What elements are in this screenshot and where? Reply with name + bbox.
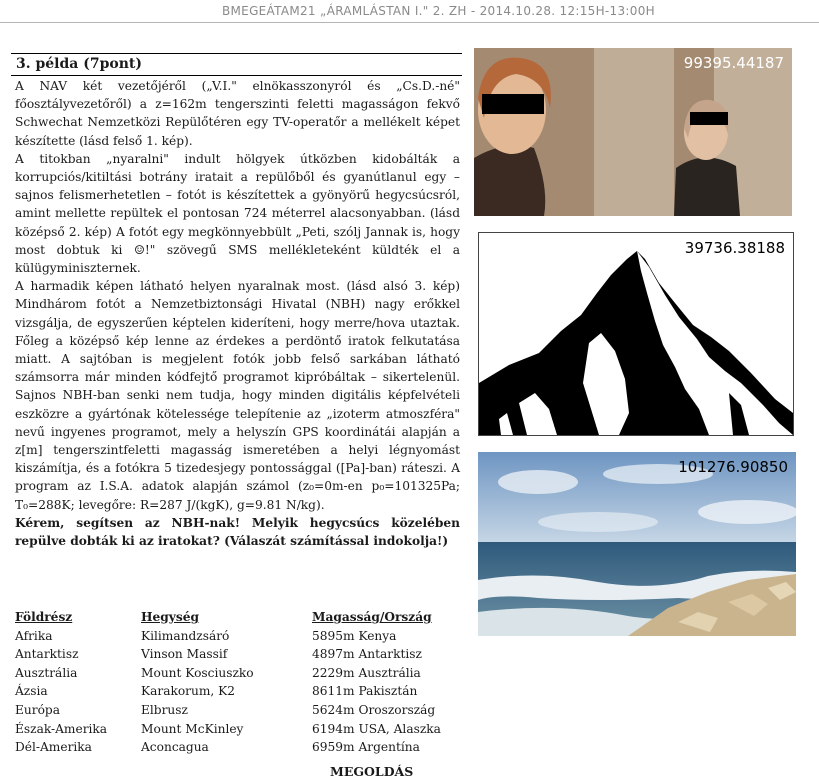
- header-divider: [0, 22, 819, 23]
- cell-height: 6194m USA, Alaszka: [312, 721, 441, 736]
- cell-continent: Ázsia: [15, 684, 48, 699]
- mountain-table: [15, 608, 472, 757]
- col-header-height-country: Magasság/Ország: [312, 610, 432, 624]
- cell-continent: Antarktisz: [15, 647, 79, 662]
- cell-height: 6959m Argentína: [312, 740, 420, 755]
- paragraph-1: A NAV két vezetőjéről („V.I." elnökasszonyról és „Cs.D.-né" főosztályvezetőről) a z=162m tengerszinti feletti magasságon fekvő Schwechat Nemzetközi Repülőtéren egy TV-operatőr a mellékelt képet készítette (lásd felső 1. kép).: [15, 79, 460, 148]
- cell-mountain: Mount McKinley: [141, 721, 244, 736]
- table-row: [15, 682, 472, 701]
- problem-text: [15, 77, 460, 550]
- table-row: [15, 664, 472, 683]
- cell-height: 5624m Oroszország: [312, 702, 436, 717]
- airport-photo-image: [474, 48, 792, 216]
- cell-continent: Európa: [15, 702, 60, 717]
- photo-1-pressure-label: 99395.44187: [683, 54, 784, 72]
- cell-mountain: Karakorum, K2: [141, 684, 236, 699]
- cell-continent: Ausztrália: [15, 665, 78, 680]
- question: Kérem, segítsen az NBH-nak! Melyik hegycsúcs közelében repülve dobták ki az iratokat? (Válaszát számítással indokolja!): [15, 515, 460, 549]
- table-row: [15, 645, 472, 664]
- beach-photo: [478, 452, 796, 636]
- cell-height: 8611m Pakisztán: [312, 684, 418, 699]
- beach-image: [478, 452, 796, 636]
- mountain-photo: [478, 232, 794, 436]
- photo-3-pressure-label: 101276.90850: [678, 458, 788, 476]
- cell-continent: Dél-Amerika: [15, 740, 92, 755]
- cell-height: 2229m Ausztrália: [312, 665, 421, 680]
- table-row: [15, 738, 472, 757]
- cell-continent: Észak-Amerika: [15, 721, 108, 736]
- paragraph-3: A harmadik képen látható helyen nyaralnak most. (lásd alsó 3. kép) Mindhárom fotót a Nemzetbiztonsági Hivatal (NBH) nagy erőkkel vizsgálja, de egyszerűen képtelen kideríteni, hogy merre/hova utaztak. Főleg a középső kép lenne az érdekes a perdöntő iratok felkutatása miatt. A sajtóban is megjelent fotók jobb felső sarkában látható számsorra már minden kódfejtő programot kipróbáltak – sikertelenül. Sajnos NBH-ban senki nem tudja, hogy minden digitális képfelvételi eszközre a gyártónak kötelessége telepítenie az „izoterm atmoszféra" nevű ingyenes programot, mely a helyszín GPS koordinátái alapján a z[m] tengerszintfeletti magasság ismeretében a helyi légnyomást kiszámítja, és a fotókra 5 tizedesjegy pontossággal ([Pa]-ban) ráteszi. A program az I.S.A. adatok alapján számol (z₀=0m-en p₀=101325Pa; T₀=288K; levegőre: R=287 J/(kgK), g=9.81 N/kg).: [15, 279, 460, 512]
- airport-photo: [474, 48, 792, 216]
- cell-continent: Afrika: [15, 628, 53, 643]
- cell-height: 5895m Kenya: [312, 628, 397, 643]
- cell-mountain: Vinson Massif: [141, 647, 228, 662]
- col-header-continent: Földrész: [15, 610, 73, 624]
- solution-heading: MEGOLDÁS: [330, 764, 414, 779]
- cell-mountain: Elbrusz: [141, 702, 188, 717]
- mountain-peak-image: [479, 233, 793, 435]
- table-row: [15, 701, 472, 720]
- table-row: [15, 720, 472, 739]
- cell-mountain: Aconcagua: [141, 740, 209, 755]
- problem-title: 3. példa (7pont): [16, 56, 142, 72]
- cell-height: 4897m Antarktisz: [312, 647, 422, 662]
- page-header: BMEGEÁTAM21 „ÁRAMLÁSTAN I." 2. ZH - 2014.10.28. 12:15H-13:00H: [222, 4, 655, 18]
- col-header-mountain: Hegység: [141, 610, 200, 624]
- table-row: [15, 627, 472, 646]
- problem-title-bar: [11, 53, 462, 76]
- cell-mountain: Kilimandzsáró: [141, 628, 230, 643]
- cell-mountain: Mount Kosciuszko: [141, 665, 254, 680]
- photo-2-pressure-label: 39736.38188: [684, 239, 785, 257]
- table-header-row: [15, 608, 472, 627]
- paragraph-2: A titokban „nyaralni" indult hölgyek útközben kidobálták a korrupciós/kitiltási botrány iratait a repülőből és gyanútlanul egy – sajnos felismerhetetlen – fotót is készítettek a gyönyörű hegycsúcsról, amint mellette repültek el pontosan 724 méterrel alacsonyabban. (lásd középső 2. kép) A fotót egy megkönnyebbült „Peti, szólj Jannak is, hogy most dobtuk ki ☺!" szövegű SMS mellékleteként küldték el a külügyminiszternek.: [15, 151, 460, 276]
